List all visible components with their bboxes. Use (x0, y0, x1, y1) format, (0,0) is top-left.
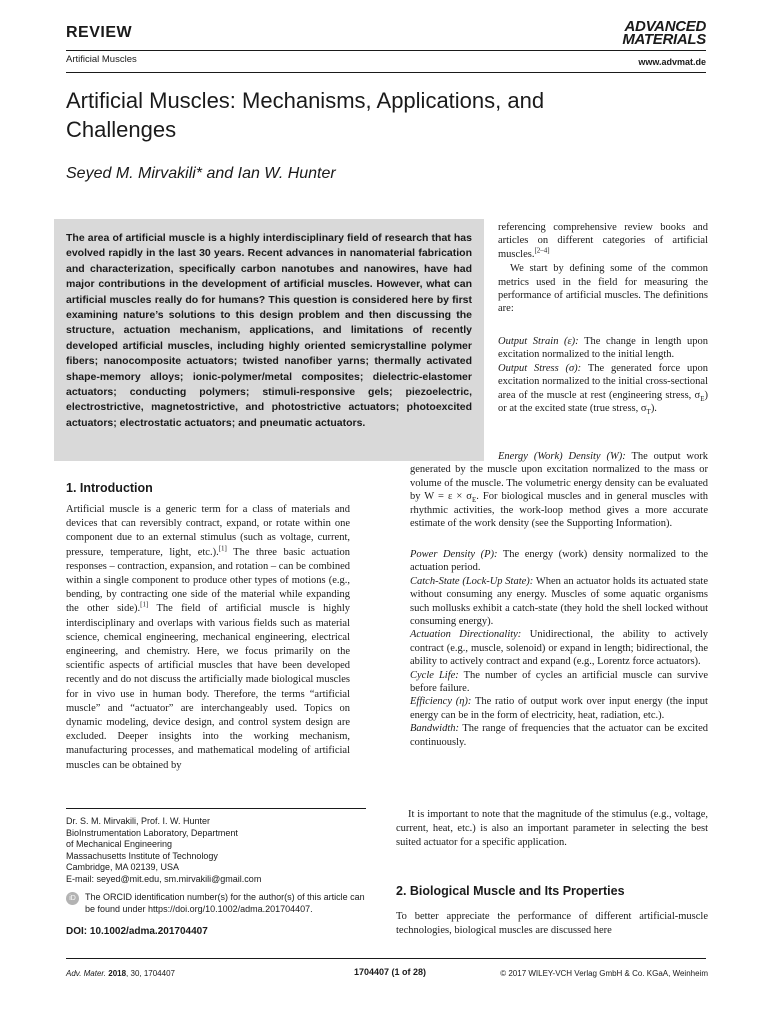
continuation-text: referencing comprehensive review books and articles on different categories of artificial muscles. (498, 222, 708, 260)
footer-citation: Adv. Mater. 2018, 30, 1704407 (66, 969, 175, 978)
definitions-narrow (498, 335, 708, 415)
affiliation-authors: Dr. S. M. Mirvakili, Prof. I. W. Hunter (66, 816, 211, 826)
term-bandwidth: Bandwidth: (410, 723, 459, 735)
introduction-body: Artificial muscle is a generic term for a class of materials and devices that can reversibly contract, expand, or rotate within one component due to an external stimulus (such as voltage, current, pressure, temperature, light, etc.).[1] The three basic actuation responses – contraction, expansion, and rotation – can be combined within a single component to produce other types of motions (e.g., bending, by contracting one side of the material while expanding the other side).[1] The field of artificial muscle is highly interdisciplinary and overlaps with various fields such as material science, chemical engineering, mechanical engineering, electrical engineering, and chemistry. Here, we focus primarily on the scientific aspects of artificial muscles that have been developed recently and do not discuss the artificially made biological muscles for in vivo use in human body. Therefore, the terms “artificial muscle” and “actuator” are interchangeably used. Topics on dynamic modeling, device design, and control system design are excluded. Deeper insights into the working mechanism, manufacturing processes, and mathematical modeling of artificial muscles can be obtained by (66, 504, 351, 771)
page-number: 1704407 (1 of 28) (353, 967, 427, 977)
article-title: Artificial Muscles: Mechanisms, Applications, and Challenges (66, 88, 545, 142)
footer-divider (66, 958, 706, 959)
definitions-wide (410, 548, 708, 749)
introduction-heading: 1. Introduction (66, 481, 153, 495)
term-cycle-life: Cycle Life: (410, 669, 459, 681)
term-energy-density: Energy (Work) Density (W): (498, 451, 626, 462)
affiliation-email[interactable]: E-mail: seyed@mit.edu, sm.mirvakili@gmail.com (66, 873, 262, 884)
definition-power-density: Power Density (P): The energy (work) density normalized to the actuation period. (410, 549, 708, 574)
term-actuation-directionality: Actuation Directionality: (410, 629, 522, 641)
citation-ref[interactable]: [2–4] (534, 246, 550, 255)
definition-energy-density: Energy (Work) Density (W): The output work generated by the muscle upon excitation normalized to the mass or volume of the muscle. The volumetric energy density can be evaluated by $W = \varepsilon \times \sigma_E$. For biological muscles and in general muscles with rhythmic activities, the work-loop method gives a more accurate estimate of the work density (see the Supporting Information). (410, 451, 708, 530)
journal-logo[interactable] (602, 20, 706, 46)
definition-actuation-directionality: Actuation Directionality: Unidirectional, the ability to actively contract (e.g., muscle, solenoid) or expand in length; bidirectional, the ability to actively contract and expand (e.g., Lorentz force actuators). (410, 629, 708, 668)
metrics-intro: We start by defining some of the common metrics used in the field for measuring the performance of artificial muscles. The definitions are: (498, 263, 708, 315)
affiliation-block: Dr. S. M. Mirvakili, Prof. I. W. Hunter BioInstrumentation Laboratory, Department of Mechanical Engineering Massachusetts Institute of Technology Cambridge, MA 02139, USA E-mail: seyed@mit.edu, sm.mirvakili@gmail.com (66, 816, 366, 886)
journal-url-link[interactable]: www.advmat.de (638, 57, 706, 67)
header-divider-lower (66, 72, 706, 73)
biological-muscle-body: To better appreciate the performance of different artificial-muscle technologies, biological muscles are discussed here (396, 911, 708, 937)
journal-logo-line2: MATERIALS (622, 31, 706, 48)
orcid-note (66, 892, 366, 915)
footer-copyright: © 2017 WILEY-VCH Verlag GmbH & Co. KGaA, Weinheim (500, 969, 708, 978)
stimulus-note: It is important to note that the magnitude of the stimulus (e.g., voltage, current, heat, etc.) is also an important parameter in selecting the best suited actuator for a specific application. (396, 809, 708, 849)
term-power-density: Power Density (P): (410, 549, 498, 560)
header-divider (66, 50, 706, 51)
section-label-review: REVIEW (66, 24, 133, 41)
definition-output-stress: Output Stress (σ): The generated force upon excitation normalized to the initial cross-sectional area of the muscle at rest (engineering stress, $\sigma_E$) or at the excited state (true stress, $\sigma_T$). (498, 362, 708, 417)
biological-muscle-heading: 2. Biological Muscle and Its Properties (396, 884, 625, 898)
orcid-text[interactable]: The ORCID identification number(s) for the author(s) of this article can be found under https://doi.org/10.1002/adma.201704407. (85, 892, 365, 914)
affiliation-divider (66, 808, 366, 809)
right-column-continuation (498, 221, 708, 316)
definition-catch-state: Catch-State (Lock-Up State): When an actuator holds its actuated state without consuming any energy. Muscles of some aquatic organisms such mollusks exhibit a catch-state (they hold the shell locked without consuming energy). (410, 575, 709, 628)
article-authors: Seyed M. Mirvakili* and Ian W. Hunter (66, 165, 336, 182)
term-catch-state: Catch-State (Lock-Up State): (410, 575, 534, 587)
term-output-stress: Output Stress (σ): (498, 362, 582, 374)
doi-link[interactable]: DOI: 10.1002/adma.201704407 (66, 926, 208, 937)
definition-bandwidth: Bandwidth: The range of frequencies that the actuator can be excited continuously. (410, 723, 708, 748)
journal-logo-line1: ADVANCED (624, 18, 706, 35)
subsection-label: Artificial Muscles (66, 54, 137, 65)
citation-ref[interactable]: [1] (140, 600, 149, 609)
orcid-icon[interactable]: iD (66, 892, 79, 905)
citation-ref[interactable]: [1] (218, 544, 227, 553)
term-efficiency: Efficiency (η): (410, 696, 472, 708)
definition-output-strain: Output Strain (ε): The change in length upon excitation normalized to the initial length. (498, 336, 709, 361)
definition-cycle-life: Cycle Life: The number of cycles an artificial muscle can survive before failure. (410, 669, 709, 695)
definition-efficiency: Efficiency (η): The ratio of output work over input energy (the input energy can be in the form of electricity, heat, radiation, etc.). (410, 696, 708, 721)
term-output-strain: Output Strain (ε): (498, 336, 579, 347)
abstract-text: The area of artificial muscle is a highly interdisciplinary field of research that has evolved rapidly in the last 30 years. Recent advances in nanomaterial fabrication and characterization, specifically carbon nanotubes and nanowires, have had major contributions in the development of artificial muscles. However, what can artificial muscles really do for humans? This question is considered here by first examining nature’s solutions to this design problem and then discussing the structure, actuation mechanism, applications, and limitations of recently developed artificial muscles, including highly oriented semicrystalline polymer fibers; nanocomposite actuators; twisted nanofiber yarns; thermally activated shape-memory alloys; ionic-polymer/metal composites; dielectric-elastomer actuators; conducting polymers; stimuli-responsive gels; piezoelectric, electrostrictive, magnetostrictive, and photostrictive actuators; photoexcited actuators; electrostatic actuators; and pneumatic actuators. (66, 232, 472, 429)
